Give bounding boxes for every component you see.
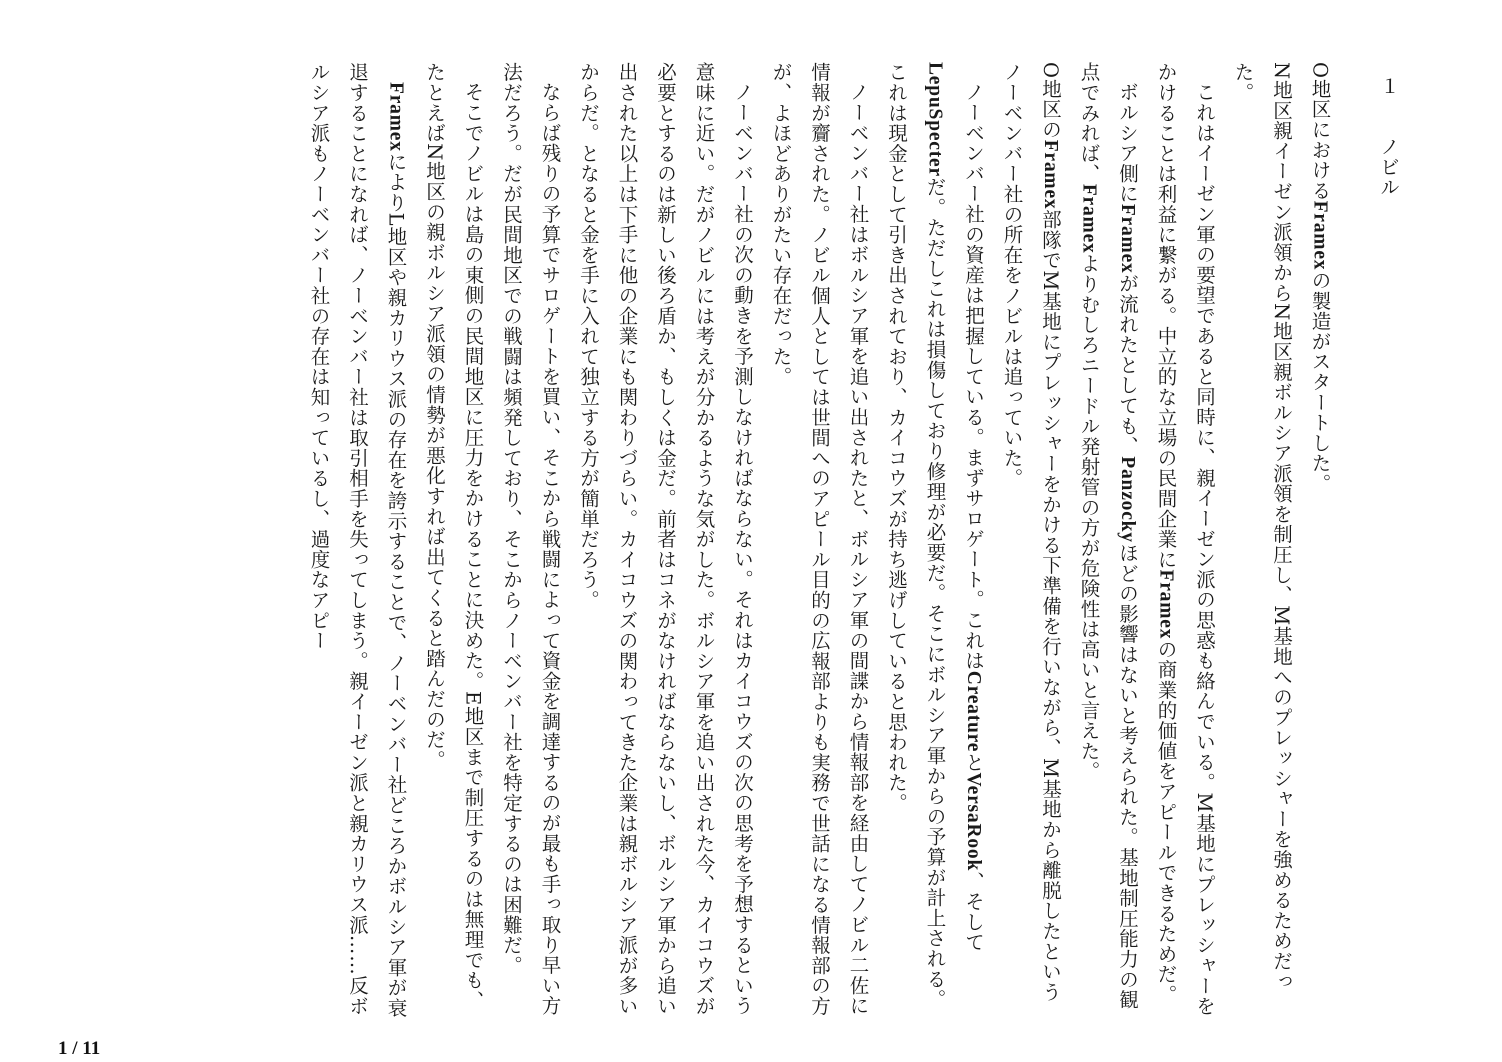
paragraph — [1146, 62, 1223, 1022]
paragraph — [1300, 62, 1339, 1022]
latin-term: Framex — [1309, 200, 1331, 271]
latin-term: VersaRook — [963, 772, 984, 871]
page-counter: 1 / 11 — [58, 1038, 101, 1059]
latin-term: Creature — [963, 670, 984, 752]
text-run: の製造がスタートした。 — [1308, 270, 1332, 494]
text-run: O地区における — [1308, 62, 1332, 201]
text-run: ノーベンバー社の次の動きを予測しなければならない。それはカイコウズの次の思考を予想するという意味に近い。だがノビルには考えが分かるような気がした。ボルシア軍を追い出された今、カイコウズが必要とするのは新しい後ろ盾か、もしくは金だ。前者はコネがなければならないし、ボルシア軍から追い出された以上は下手に他の企業にも関わりづらい。カイコウズの関わってきた企業は親ボルシア派が多いからだ。となると金を手に入れて独立する方が簡単だろう。 — [577, 62, 754, 1017]
latin-term: LepuSpecter — [924, 62, 946, 177]
paragraph — [492, 62, 569, 1022]
latin-term: Framex — [1040, 139, 1061, 210]
text-run: ボルシア側に — [1116, 81, 1139, 204]
text-run: と — [962, 751, 985, 773]
text-run: だ。ただしこれは損傷しており修理が必要だ。そこにボルシア軍からの予算が計上される。これは現金として引き出されており、カイコウズが持ち逃げしていると思われた。 — [885, 62, 947, 1010]
paragraph — [299, 62, 415, 1022]
chapter-heading — [1369, 62, 1408, 1022]
latin-term: Framex — [1078, 183, 1100, 254]
text-run: よりむしろニードル発射管の方が危険性は高いと言えた。 — [1077, 253, 1101, 782]
paragraph — [761, 62, 877, 1022]
paragraph — [1223, 62, 1300, 1022]
text-run: が流れたとしても、 — [1116, 273, 1139, 456]
text-run: の商業的価値をアピールできるためだ。 — [1154, 639, 1178, 1005]
text-run: O地区の — [1039, 62, 1062, 140]
paragraph-container — [299, 62, 1339, 1022]
text-run: 部隊でM基地にプレッシャーをかける下準備を行いながら、M基地から離脱したというノーベンバー社の所在をノビルは追っていた。 — [1000, 62, 1062, 1003]
text-run: これはイーゼン軍の要望であると同時に、親イーゼン派の思惑も絡んでいる。M基地にプレッシャーをかけることは利益に繋がる。中立的な立場の民間企業に — [1154, 62, 1216, 1016]
latin-term: Framex — [1155, 569, 1177, 640]
paragraph — [992, 62, 1069, 1022]
chapter-title: ノビル — [1377, 136, 1400, 198]
latin-term: Framex — [1117, 203, 1138, 274]
paragraph — [415, 62, 492, 1022]
paragraph — [569, 62, 762, 1022]
vertical-text-body — [72, 62, 1407, 1022]
text-run: ノーベンバー社の資産は把握している。まずサロゲート。これは — [962, 81, 985, 671]
text-run: そこでノビルは島の東側の民間地区に圧力をかけることに決めた。E地区まで制圧するのは無理でも、たとえばN地区の親ボルシア派領の情勢が悪化すれば出てくると踏んだのだ。 — [423, 62, 485, 1011]
text-run: ならば残りの予算でサロゲートを買い、そこから戦闘によって資金を調達するのが最も手っ取り早い方法だろう。だが民間地区での戦闘は頻発しており、そこからノーベンバー社を特定するのは困難だ。 — [500, 62, 562, 1016]
paragraph — [877, 62, 993, 1022]
text-run: ほどの影響はないと考えられた。基地制圧能力の観点でみれば、 — [1077, 62, 1139, 1010]
text-run: ノーベンバー社はボルシア軍を追い出されたと、ボルシア軍の間諜から情報部を経由してノビル二佐に情報が齎された。ノビル個人としては世間へのアピール目的の広報部よりも実務で世話になる情報部の方が、よほどありがたい存在だった。 — [769, 62, 870, 1017]
text-run: N地区親イーゼン派領からN地区親ボルシア派領を制圧し、M基地へのプレッシャーを強めるためだった。 — [1231, 62, 1293, 992]
latin-term: Panzocky — [1117, 455, 1138, 543]
text-run: によりL地区や親カリウス派の存在を誇示することで、ノーベンバー社どころかボルシア軍が衰退することになれば、ノーベンバー社は取引相手を失ってしまう。親イーゼン派と親カリウス派……反ボルシア派もノーベンバー社の存在は知っているし、過度なアピー — [307, 62, 408, 1018]
latin-term: Framex — [385, 81, 407, 152]
text-run: 、そして — [962, 870, 985, 952]
paragraph — [1069, 62, 1146, 1022]
chapter-number: １ — [1377, 76, 1400, 97]
